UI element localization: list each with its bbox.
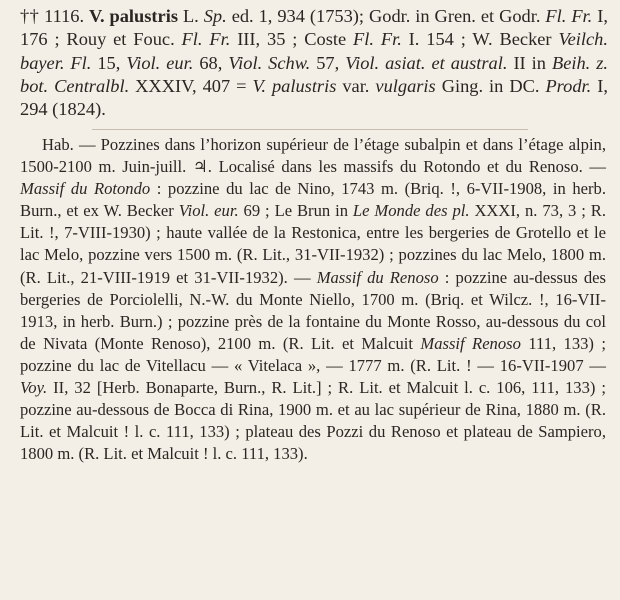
ref-fl-fr-1-vol: I, 176 ; Rouy et Fouc. <box>20 6 608 50</box>
ref-beih: Beih. z. bot. Centralbl. <box>20 52 609 96</box>
species-number: 1116. <box>44 6 85 26</box>
ref-fl-fr-1: Fl. Fr. <box>545 6 593 26</box>
habitat-text-3: 69 ; Le Brun in <box>243 201 348 221</box>
ref-viol-asiat-rest: II in <box>513 52 546 73</box>
habitat-viol-eur: Viol. eur. <box>178 201 239 221</box>
species-authority: L. <box>182 6 199 26</box>
habitat-text-4: XXXI, n. 73, 3 ; R. Lit. !, 7-VIII-1930) ; haute vallée de la Restonica, entre les bergeries de Grotello et le lac Melo, pozzine vers 1500 m. (R. Lit., 31-VII-1932) ; pozzines du lac Melo, 1800 m. (R. Lit., 21-VIII-1919 et 31-VII-1932). — <box>20 201 606 287</box>
habitat-voy: Voy. <box>20 378 48 398</box>
habitat-section <box>20 134 606 465</box>
ref-ging: Ging. in DC. <box>441 75 540 96</box>
ref-fl-fr-3: Fl. Fr. <box>353 29 402 50</box>
species-citation <box>20 5 608 121</box>
ref-viol-eur: Viol. eur. <box>126 52 194 73</box>
ref-viol-schw: Viol. Schw. <box>228 52 311 73</box>
habitat-monde: Le Monde des pl. <box>352 201 470 221</box>
ref-beih-rest: XXXIV, 407 = <box>135 75 247 96</box>
massif-renoso: Massif du Renoso <box>316 267 439 287</box>
ref-viol-asiat: Viol. asiat. et austral. <box>345 52 508 73</box>
section-divider <box>92 129 528 130</box>
species-name: V. palustris <box>89 6 178 26</box>
habitat-text-7: II, 32 [Herb. Bonaparte, Burn., R. Lit.] ; R. Lit. et Malcuit l. c. 106, 111, 133) ; pozzine au-dessous de Bocca di Rina, 1900 m. et au lac supérieur de Rina, 1880 m. (R. Lit. et Malcuit ! l. c. 111, 133) ; plateau des Pozzi du Renoso et plateau de Sampiero, 1800 m. (R. Lit. et Malcuit ! l. c. 111, 133). <box>20 378 606 464</box>
habitat-paragraph <box>20 134 606 465</box>
species-marker: † <box>20 6 30 26</box>
habitat-text-1: Hab. — Pozzines dans l’horizon supérieur de l’étage subalpin et dans l’étage alpin, 1500-2100 m. Juin-juill. ♃. Localisé dans les massifs du Rotondo et du Renoso. — <box>20 135 606 177</box>
ref-var-word: var. <box>342 75 370 96</box>
species-entry <box>20 5 608 121</box>
species-marker-2: † <box>29 6 40 26</box>
ref-veilch: Veilch. bayer. Fl. <box>20 29 608 73</box>
massif-renoso-2: Massif Renoso <box>420 333 521 353</box>
ref-fl-fr-2: Fl. Fr. <box>181 29 231 50</box>
ref-veilch-page: 15, <box>97 52 121 73</box>
ref-fl-fr-2-vol: III, 35 ; Coste <box>237 29 347 50</box>
ref-viol-eur-page: 68, <box>199 52 223 73</box>
ref-vulgaris: vulgaris <box>375 75 436 96</box>
ref-prodr: Prodr. <box>545 75 592 96</box>
ref-sp: Sp. <box>203 6 227 26</box>
ref-v-palustris: V. palustris <box>252 75 337 96</box>
ref-viol-schw-page: 57, <box>316 52 340 73</box>
massif-rotondo: Massif du Rotondo <box>20 179 151 199</box>
habitat-text-6: 111, 133) ; pozzine du lac de Vitellacu — « Vitelaca », — 1777 m. (R. Lit. ! — 16-VII-1907 — <box>20 333 606 375</box>
ref-sp-details: ed. 1, 934 (1753); Godr. in Gren. et Godr. <box>231 6 541 26</box>
habitat-text-2: : pozzine du lac de Nino, 1743 m. (Briq. !, 6-VII-1908, in herb. Burn., et ex W. Becker <box>20 179 606 221</box>
ref-prodr-rest: I, 294 (1824). <box>20 75 608 120</box>
ref-fl-fr-3-vol: I. 154 ; W. Becker <box>408 29 552 50</box>
habitat-text-5: : pozzine au-dessus des bergeries de Porciolelli, N.-W. du Monte Niello, 1700 m. (Briq. et Wilcz. !, 16-VII-1913, in herb. Burn.) ; pozzine près de la fontaine du Monte Rosso, au-dessous du col de Nivata (Monte Renoso), 2100 m. (R. Lit. et Malcuit <box>20 267 607 353</box>
